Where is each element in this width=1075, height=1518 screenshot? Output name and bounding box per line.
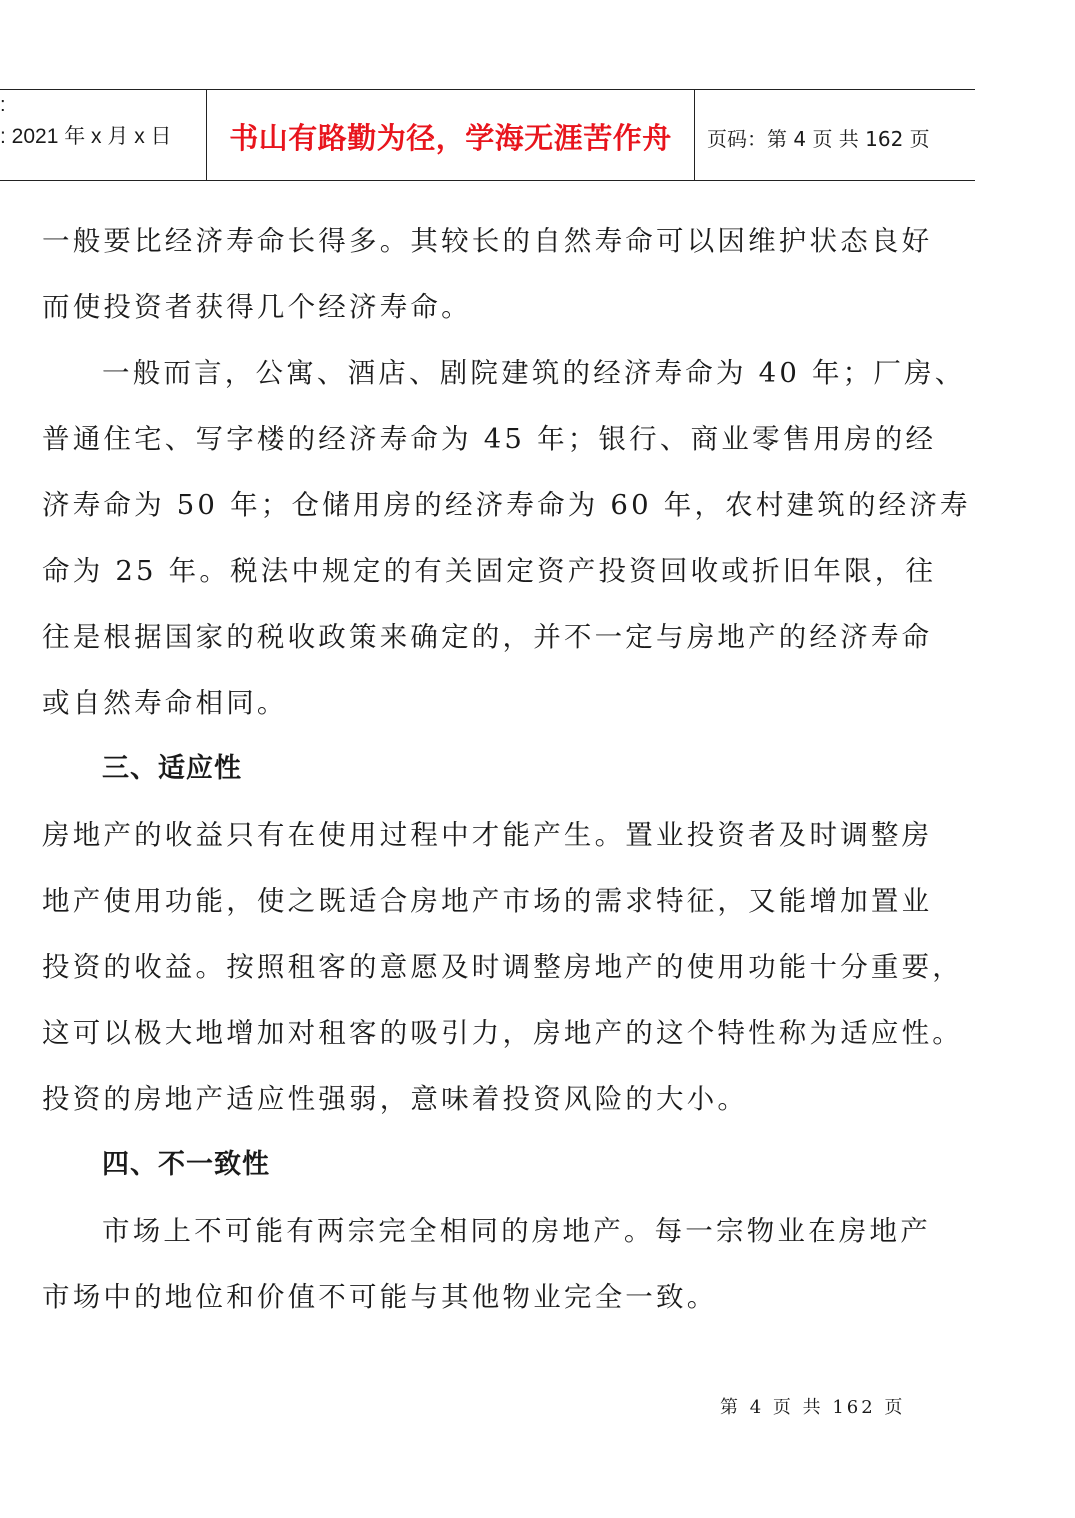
body-line: 命为 25 年。税法中规定的有关固定资产投资回收或折旧年限，往 [42,555,937,587]
body-line: 或自然寿命相同。 [42,687,288,719]
header-motto-cell [207,90,695,180]
body-line: 这可以极大地增加对租客的吸引力，房地产的这个特性称为适应性。 [42,1017,963,1049]
body-line: 普通住宅、写字楼的经济寿命为 45 年；银行、商业零售用房的经 [42,423,937,455]
header-motto: 书山有路勤为径，学海无涯苦作舟 [229,121,672,155]
body-line: 房地产的收益只有在使用过程中才能产生。置业投资者及时调整房 [42,819,933,851]
body-line: 投资的收益。按照租客的意愿及时调整房地产的使用功能十分重要， [42,951,963,983]
header-page-number: 页码：第 4 页 共 162 页 [707,127,930,151]
page-header [0,89,975,181]
page-footer: 第 4 页 共 162 页 [720,1397,906,1418]
body-line: 市场中的地位和价值不可能与其他物业完全一致。 [42,1281,718,1313]
body-line: 投资的房地产适应性强弱，意味着投资风险的大小。 [42,1083,749,1115]
body-line: 往是根据国家的税收政策来确定的，并不一定与房地产的经济寿命 [42,621,933,653]
body-line: 而使投资者获得几个经济寿命。 [42,291,472,323]
body-line: 地产使用功能，使之既适合房地产市场的需求特征，又能增加置业 [42,885,933,917]
section-heading-inconsistency: 四、不一致性 [102,1149,270,1180]
body-line: 市场上不可能有两宗完全相同的房地产。每一宗物业在房地产 [102,1215,931,1247]
header-page-cell [695,90,975,180]
body-line: 一般而言，公寓、酒店、剧院建筑的经济寿命为 40 年；厂房、 [102,357,966,389]
body-line: 一般要比经济寿命长得多。其较长的自然寿命可以因维护状态良好 [42,225,933,257]
header-date-cell [0,90,207,180]
document-body [42,208,971,1330]
body-line: 济寿命为 50 年；仓储用房的经济寿命为 60 年，农村建筑的经济寿 [42,489,971,521]
header-colon: : [0,94,6,116]
header-date: : 2021 年 x 月 x 日 [0,125,172,148]
section-heading-adaptability: 三、适应性 [102,753,242,784]
